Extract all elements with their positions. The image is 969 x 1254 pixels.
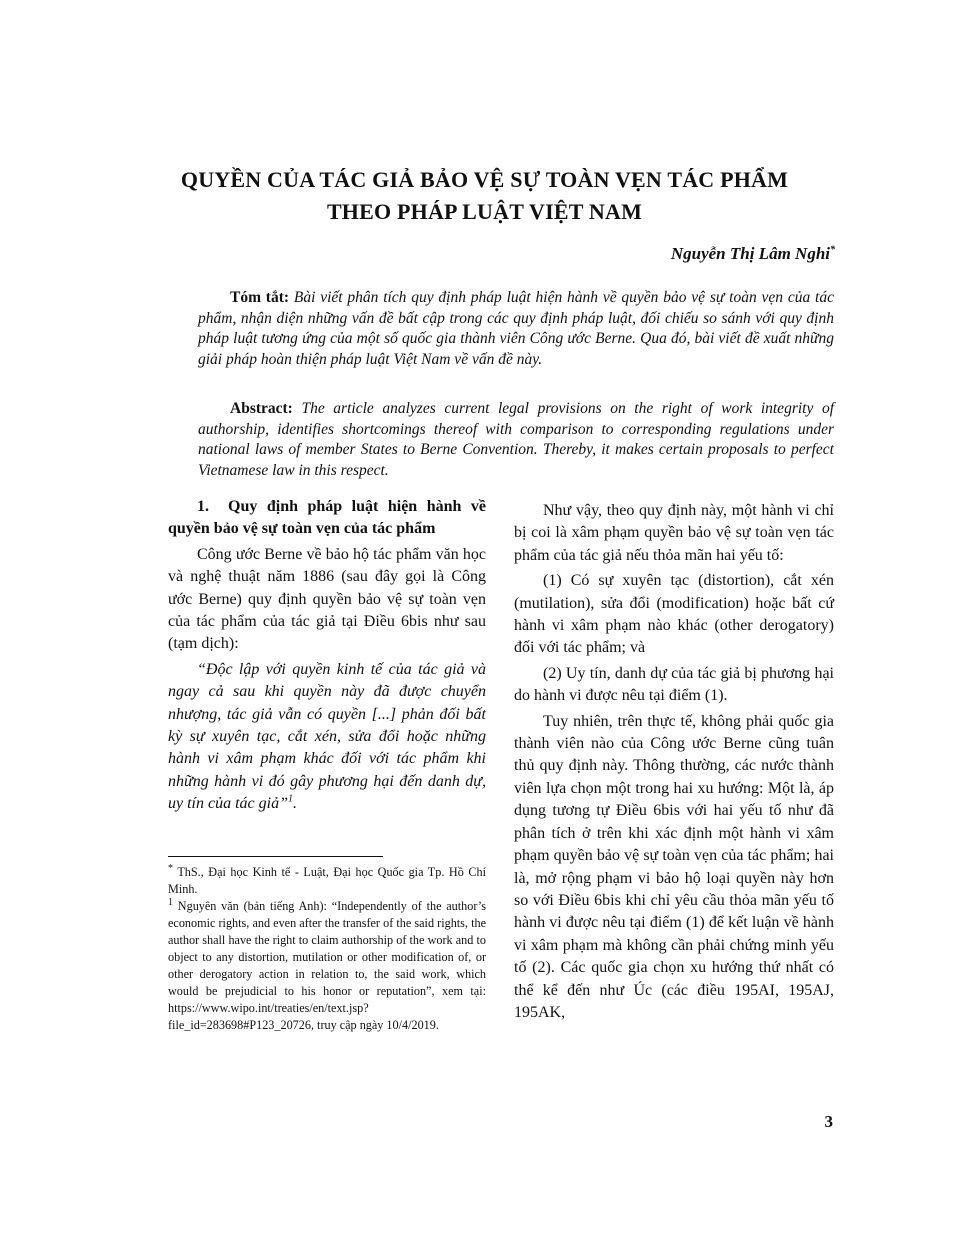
berne-quote-end: . [292, 795, 297, 813]
left-column [168, 496, 486, 819]
left-paragraph-1: Công ước Berne về bảo hộ tác phẩm văn học và nghệ thuật năm 1886 (sau đây gọi là Công ước Berne) quy định quyền bảo vệ sự toàn vẹn của tác phẩm của tác giả tại Điều 6bis như sau (tạm dịch): [168, 545, 486, 653]
footnote-ref-1: 1 [287, 793, 293, 805]
right-paragraph-4: Tuy nhiên, trên thực tế, không phải quốc gia thành viên nào của Công ước Berne cũng tuân thủ quy định này. Thông thường, các nước thành viên lựa chọn một trong hai xu hướng: Một là, áp dụng tương tự Điều 6bis với hai yếu tố như đã phân tích ở trên khi xác định một hành vi xâm phạm quyền bảo vệ sự toàn vẹn của tác phẩm; hai là, mở rộng phạm vi bảo hộ loại quyền này hơn so với Điều 6bis khi chỉ yêu cầu thỏa mãn yếu tố hành vi được nêu tại điểm (1) để kết luận về hành vi xâm phạm mà không cần phải chứng minh yếu tố (2). Các quốc gia chọn xu hướng thứ nhất có thể kể đến như Úc (các điều 195AI, 195AJ, 195AK, [514, 712, 834, 1021]
author-name-text: Nguyễn Thị Lâm Nghi [670, 244, 830, 263]
berne-quote [168, 659, 486, 816]
author-name [671, 244, 835, 264]
footnote-1 [168, 898, 486, 1034]
author-footnote-mark: * [830, 244, 835, 256]
right-paragraph-2: (1) Có sự xuyên tạc (distortion), cắt xén (mutilation), sửa đổi (modification) hoặc bất cứ hành vi xâm phạm nào khác (other derogatory) đối với tác phẩm; và [514, 572, 834, 657]
right-paragraph-3: (2) Uy tín, danh dự của tác giả bị phương hại do hành vi được nêu tại điểm (1). [514, 664, 834, 705]
footnote-author-text: ThS., Đại học Kinh tế - Luật, Đại học Quốc gia Tp. Hồ Chí Minh. [168, 865, 486, 896]
footnote-author [168, 864, 486, 898]
berne-quote-text: “Độc lập với quyền kinh tế của tác giả và ngay cả sau khi quyền này đã được chuyển nhượng, tác giả vẫn có quyền [...] phản đối bất kỳ sự xuyên tạc, cắt xén, sửa đổi hoặc những hành vi xâm phạm khác đối với tác phẩm khi những hành vi đó gây phương hại đến danh dự, uy tín của tác giả” [168, 660, 486, 813]
section-heading-text: Quy định pháp luật hiện hành về quyền bảo vệ sự toàn vẹn của tác phẩm [168, 498, 486, 538]
right-paragraph-1: Như vậy, theo quy định này, một hành vi chỉ bị coi là xâm phạm quyền bảo vệ sự toàn vẹn tác phẩm của tác giả nếu thỏa mãn hai yếu tố: [514, 502, 834, 564]
footnotes [168, 864, 486, 1034]
right-column [514, 500, 834, 1027]
abstract-vi-text: Bài viết phân tích quy định pháp luật hiện hành về quyền bảo vệ sự toàn vẹn của tác phẩm, nhận diện những vấn đề bất cập trong các quy định pháp luật, đối chiếu so sánh với quy định pháp luật tương ứng của một số quốc gia thành viên Công ước Berne. Qua đó, bài viết đề xuất những giải pháp hoàn thiện pháp luật Việt Nam về vấn đề này. [198, 289, 834, 368]
section-number: 1. [197, 498, 209, 515]
title-line-2: THEO PHÁP LUẬT VIỆT NAM [326, 199, 643, 224]
section-heading [168, 496, 486, 541]
footnote-1-text: Nguyên văn (bản tiếng Anh): “Independently of the author’s economic rights, and even after the transfer of the said rights, the author shall have the right to claim authorship of the work and to object to any distortion, mutilation or other modification of, or other derogatory action in relation to, the said work, which would be prejudicial to his honor or reputation”, xem tại: https://www.wipo.int/treaties/en/text.jsp?file_id=283698#P123_20726, truy cập ngày 10/4/2019. [168, 899, 486, 1032]
title-line-1: QUYỀN CỦA TÁC GIẢ BẢO VỆ SỰ TOÀN VẸN TÁC PHẨM [180, 167, 789, 192]
abstract-vi-label: Tóm tắt: [230, 289, 290, 306]
footnote-1-mark: 1 [168, 896, 173, 908]
article-title [0, 164, 969, 228]
footnote-divider [168, 856, 383, 857]
page-number: 3 [824, 1112, 833, 1131]
footnote-star-mark: * [168, 862, 173, 874]
abstract-en-label: Abstract: [230, 400, 293, 417]
abstract-en-text: The article analyzes current legal provisions on the right of work integrity of authorship, identifies shortcomings thereof with comparison to corresponding regulations under national laws of member States to Berne Convention. Thereby, it makes certain proposals to perfect Vietnamese law in this respect. [198, 400, 834, 479]
abstract-english [198, 399, 834, 481]
abstract-vietnamese [198, 288, 834, 370]
